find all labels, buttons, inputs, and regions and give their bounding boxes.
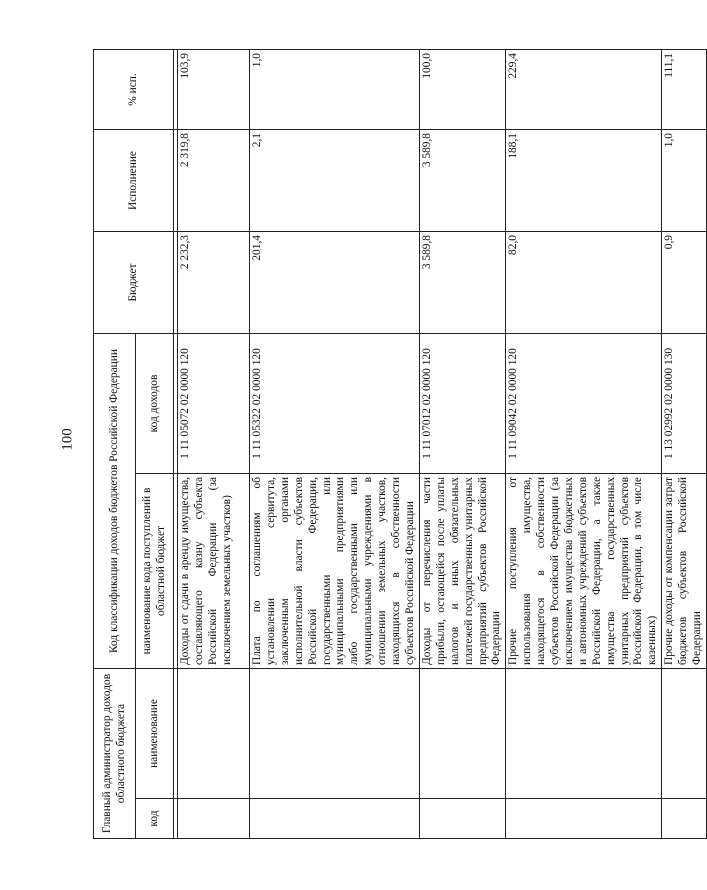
admin-code-cell (250, 799, 420, 839)
admin-name-cell (419, 669, 505, 799)
budget-cell: 0,9 (662, 232, 707, 334)
execution-cell: 188,1 (506, 130, 662, 232)
revenue-name-cell: Прочие поступления от использования имущества, находящегося в собственности субъектов Российской Федерации (за исключением имущества бюджетных и автономных учреждений субъектов Российской Федерации, а также имущества государственных унитарных предприятий субъектов Российской Федерации, в том числе казенных) (506, 474, 662, 669)
admin-name-cell (250, 669, 420, 799)
execution-cell: 2,1 (250, 130, 420, 232)
revenue-name-cell: Прочие доходы от компенсации затрат бюджетов субъектов Российской Федерации (662, 474, 707, 669)
revenue-code-cell: 1 11 09042 02 0000 120 (506, 334, 662, 474)
revenue-code-cell: 1 13 02992 02 0000 130 (662, 334, 707, 474)
admin-name-header: наименование (136, 669, 174, 799)
classification-group-header: Код классификации доходов бюджетов Российской Федерации (94, 334, 136, 669)
admin-code-cell (662, 799, 707, 839)
execution-cell: 3 589,8 (419, 130, 505, 232)
table-row (506, 50, 662, 839)
page-number: 100 (59, 428, 76, 451)
table-row (250, 50, 420, 839)
admin-name-cell (178, 669, 250, 799)
budget-cell: 2 232,3 (178, 232, 250, 334)
execution-cell: 2 319,8 (178, 130, 250, 232)
percent-header: % исп. (94, 50, 174, 130)
percent-cell: 229,4 (506, 50, 662, 130)
revenue-name-cell: Доходы от сдачи в аренду имущества, составляющего казну субъекта Российской Федерации (за исключением земельных участков) (178, 474, 250, 669)
revenue-code-cell: 1 11 05072 02 0000 120 (178, 334, 250, 474)
budget-cell: 201,4 (250, 232, 420, 334)
admin-name-cell (662, 669, 707, 799)
revenue-table (93, 49, 707, 839)
revenue-code-header: код доходов (136, 334, 174, 474)
revenue-name-cell: Плата по соглашениям об установлении сервитута, заключенным органами исполнительной власти субъектов Российской Федерации, государственными или муниципальными предприятиями либо государственными или муниципальными учреждениями в отношении земельных участков, находящихся в собственности субъектов Российской Федерации (250, 474, 420, 669)
revenue-name-header: наименование кода поступлений в областной бюджет (136, 474, 174, 669)
percent-cell: 100,0 (419, 50, 505, 130)
execution-cell: 1,0 (662, 130, 707, 232)
admin-name-cell (506, 669, 662, 799)
admin-group-header: Главный администратор доходов областного бюджета (94, 669, 136, 839)
percent-cell: 103,9 (178, 50, 250, 130)
admin-code-header: код (136, 799, 174, 839)
execution-header: Исполнение (94, 130, 174, 232)
percent-cell: 111,1 (662, 50, 707, 130)
table-row (178, 50, 250, 839)
admin-code-cell (506, 799, 662, 839)
revenue-code-cell: 1 11 05322 02 0000 120 (250, 334, 420, 474)
admin-code-cell (419, 799, 505, 839)
budget-cell: 82,0 (506, 232, 662, 334)
revenue-code-cell: 1 11 07012 02 0000 120 (419, 334, 505, 474)
table-row (662, 50, 707, 839)
admin-code-cell (178, 799, 250, 839)
table-row (419, 50, 505, 839)
percent-cell: 1,0 (250, 50, 420, 130)
budget-header: Бюджет (94, 232, 174, 334)
rotated-table-wrapper (93, 50, 704, 839)
budget-cell: 3 589,8 (419, 232, 505, 334)
revenue-name-cell: Доходы от перечисления части прибыли, остающейся после уплаты налогов и иных обязательных платежей государственных унитарных предприятий субъектов Российской Федерации (419, 474, 505, 669)
